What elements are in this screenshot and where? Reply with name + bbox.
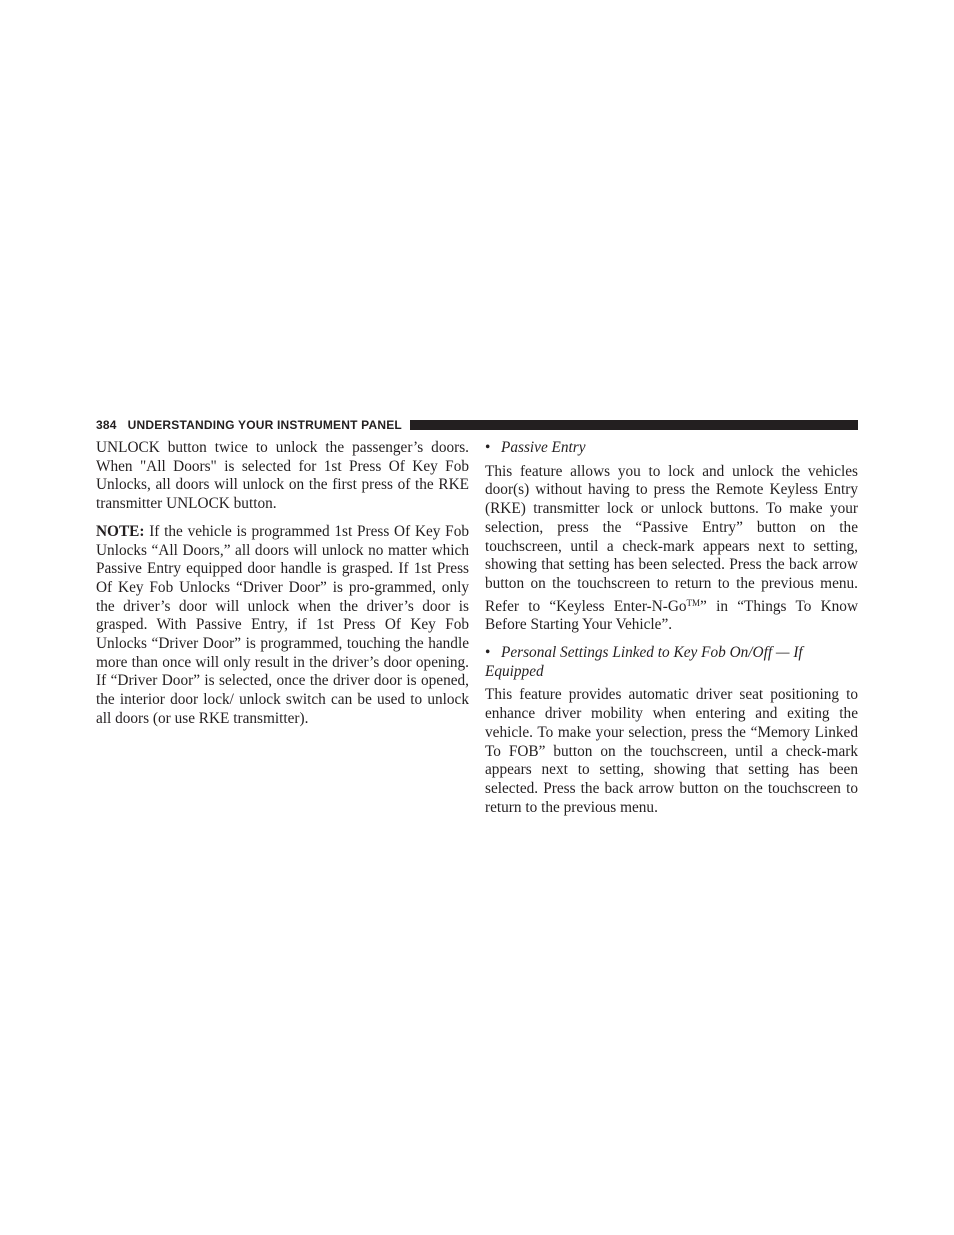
note-text: If the vehicle is programmed 1st Press Of Key Fob Unlocks “All Doors,” all doors will unlock no matter which Passive Entry equipped door handle is grasped. If 1st Press Of Key Fob Unlocks “Driver Door” is pro-grammed, only the driver’s door will unlock when the driver’s door is grasped. With Passive Entry, if 1st Press Of Key Fob Unlocks “Driver Door” is programmed, touching the handle more than once will only result in the driver’s door opening. If “Driver Door” is selected, once the driver door is opened, the interior door lock/ unlock switch can be used to unlock all doors (or use RKE transmitter).	[96, 522, 469, 727]
page-number: 384	[96, 418, 117, 432]
note-paragraph	[96, 523, 469, 729]
left-column	[96, 439, 469, 738]
passive-entry-text-b: ” in “Things To Know Before Starting Your Vehicle”.	[485, 597, 858, 634]
personal-settings-heading	[485, 644, 858, 681]
header-rule	[410, 420, 858, 430]
passive-entry-paragraph	[485, 463, 858, 635]
continuation-paragraph: UNLOCK button twice to unlock the passenger’s doors. When "All Doors" is selected for 1st Press Of Key Fob Unlocks, all doors will unlock on the first press of the RKE transmitter UNLOCK button.	[96, 439, 469, 513]
bullet-icon: •	[485, 644, 491, 662]
trademark-mark: TM	[686, 597, 701, 608]
passive-entry-text-a: This feature allows you to lock and unlock the vehicles door(s) without having to press the Remote Keyless Entry (RKE) transmitter lock or unlock buttons. To make your selection, press the “Passive Entry” button on the touchscreen, until a check-mark appears next to setting, showing that setting has been selected. Press the back arrow button on the touchscreen to return to the previous menu. Refer to “Keyless Enter-N-Go	[485, 462, 858, 615]
personal-settings-paragraph: This feature provides automatic driver seat positioning to enhance driver mobility when entering and exiting the vehicle. To make your selection, press the “Memory Linked To FOB” button on the touchscreen, until a check-mark appears next to setting, showing that setting has been selected. Press the back arrow button on the touchscreen to return to the previous menu.	[485, 686, 858, 816]
page-header	[96, 417, 858, 433]
right-column	[485, 439, 858, 826]
passive-entry-heading-text: Passive Entry	[501, 439, 586, 456]
personal-settings-heading-text: Personal Settings Linked to Key Fob On/Off — If Equipped	[485, 644, 803, 680]
section-title: UNDERSTANDING YOUR INSTRUMENT PANEL	[127, 418, 402, 432]
bullet-icon: •	[485, 439, 491, 456]
note-label: NOTE:	[96, 522, 145, 540]
passive-entry-heading	[485, 439, 858, 458]
